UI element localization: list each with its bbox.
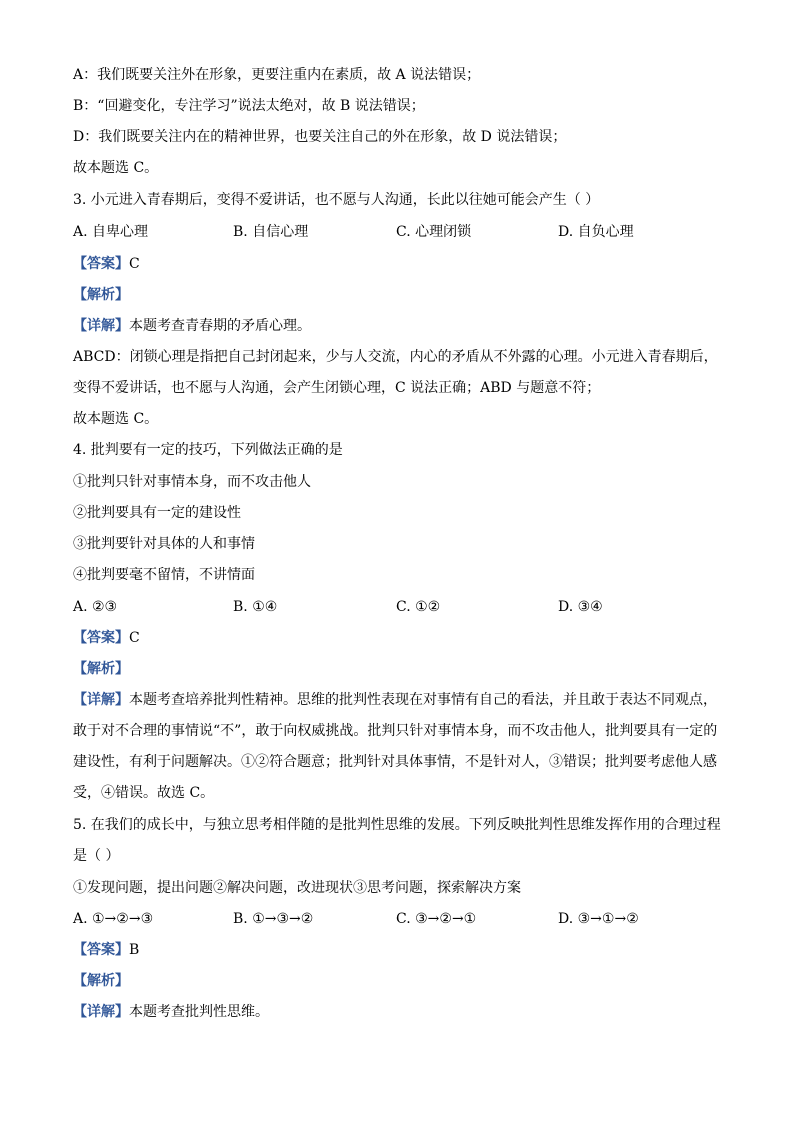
detail-paragraph-line: 故本题选 C。 <box>73 411 159 427</box>
option-b: B. 自信心理 <box>233 224 309 240</box>
answer-value: B <box>129 942 140 958</box>
detail-line <box>73 690 717 710</box>
analysis-tag: 【解析】 <box>73 287 129 303</box>
option-c: C. ③→②→① <box>396 911 477 927</box>
detail-paragraph-line: 建设性，有利于问题解决。①②符合题意；批判针对具体事情，不是针对人，③错误；批判要考虑他人感 <box>73 754 717 770</box>
option-a: A. ①→②→③ <box>73 911 154 927</box>
statement-item: ③批判要针对具体的人和事情 <box>73 536 255 552</box>
question-4-text: 4. 批判要有一定的技巧，下列做法正确的是 <box>73 442 343 458</box>
answer-tag: 【答案】 <box>73 942 129 958</box>
question-4-options <box>73 597 733 617</box>
question-3-options <box>73 222 733 242</box>
answer-line <box>73 628 140 648</box>
option-c: C. 心理闭锁 <box>396 224 472 240</box>
conclusion-line: 故本题选 C。 <box>73 160 159 176</box>
detail-text: 本题考查批判性思维。 <box>129 1004 269 1020</box>
detail-paragraph-line: ABCD：闭锁心理是指把自己封闭起来，少与人交流，内心的矛盾从不外露的心理。小元进入青春期后， <box>73 349 718 365</box>
statement-item: ①批判只针对事情本身，而不攻击他人 <box>73 474 311 490</box>
question-5-text: 5. 在我们的成长中，与独立思考相伴随的是批判性思维的发展。下列反映批判性思维发挥作用的合理过程 <box>73 817 721 833</box>
detail-tag: 【详解】 <box>73 318 129 334</box>
analysis-tag: 【解析】 <box>73 661 129 677</box>
analysis-line-b: B：“回避变化，专注学习”说法太绝对，故 B 说法错误； <box>73 98 425 114</box>
option-b: B. ①→③→② <box>233 911 314 927</box>
option-a: A. ②③ <box>73 599 118 615</box>
analysis-tag: 【解析】 <box>73 973 129 989</box>
answer-tag: 【答案】 <box>73 256 129 272</box>
detail-tag: 【详解】 <box>73 692 129 708</box>
answer-tag: 【答案】 <box>73 630 129 646</box>
analysis-line-d: D：我们既要关注内在的精神世界，也要关注自己的外在形象，故 D 说法错误； <box>73 129 567 145</box>
detail-text: 本题考查培养批判性精神。思维的批判性表现在对事情有自己的看法，并且敢于表达不同观点， <box>129 692 717 708</box>
analysis-heading <box>73 971 129 991</box>
analysis-heading <box>73 285 129 305</box>
statement-item: ②批判要具有一定的建设性 <box>73 505 241 521</box>
option-d: D. ③④ <box>558 599 603 615</box>
answer-value: C <box>129 630 140 646</box>
detail-paragraph-line: 变得不爱讲话，也不愿与人沟通，会产生闭锁心理，C 说法正确；ABD 与题意不符； <box>73 380 601 396</box>
question-3-text: 3. 小元进入青春期后，变得不爱讲话，也不愿与人沟通，长此以往她可能会产生（ ） <box>73 192 600 208</box>
detail-text: 本题考查青春期的矛盾心理。 <box>129 318 311 334</box>
option-b: B. ①④ <box>233 599 278 615</box>
analysis-line-a: A：我们既要关注外在形象，更要注重内在素质，故 A 说法错误； <box>73 67 481 83</box>
option-d: D. ③→①→② <box>558 911 639 927</box>
option-a: A. 自卑心理 <box>73 224 149 240</box>
answer-line <box>73 254 140 274</box>
statement-item: ①发现问题，提出问题②解决问题，改进现状③思考问题，探索解决方案 <box>73 880 521 896</box>
answer-line <box>73 940 139 960</box>
statement-item: ④批判要毫不留情，不讲情面 <box>73 567 255 583</box>
detail-line <box>73 316 311 336</box>
detail-line <box>73 1002 269 1022</box>
question-5-text-cont: 是（ ） <box>73 848 120 864</box>
analysis-heading <box>73 659 129 679</box>
question-5-options <box>73 909 733 929</box>
option-d: D. 自负心理 <box>558 224 634 240</box>
detail-paragraph-line: 受，④错误。故选 C。 <box>73 785 215 801</box>
option-c: C. ①② <box>396 599 441 615</box>
detail-paragraph-line: 敢于对不合理的事情说“不”，敢于向权威挑战。批判只针对事情本身，而不攻击他人，批判要具有一定的 <box>73 723 718 739</box>
detail-tag: 【详解】 <box>73 1004 129 1020</box>
answer-value: C <box>129 256 140 272</box>
